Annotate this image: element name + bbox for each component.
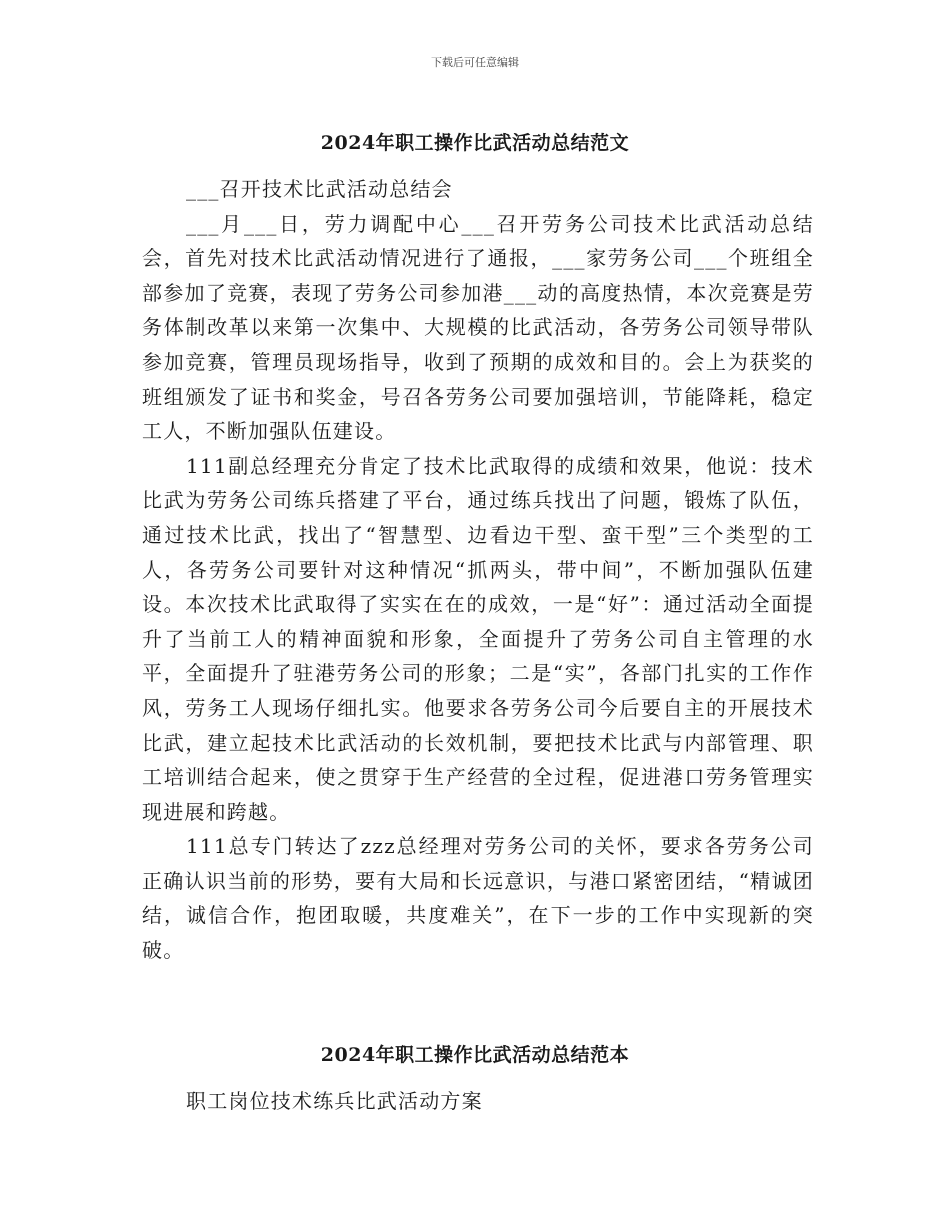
section2-body — [142, 1084, 814, 1119]
document-title: 2024年职工操作比武活动总结范文 — [320, 132, 630, 154]
paragraph-deputy-gm-remarks: 111副总经理充分肯定了技术比武取得的成绩和效果，他说：技术比武为劳务公司练兵搭建了平台，通过练兵找出了问题，锻炼了队伍，通过技术比武，找出了“智慧型、边看边干型、蛮干型”三个类型的工人，各劳务公司要针对这种情况“抓两头，带中间”，不断加强队伍建设。本次技术比武取得了实实在在的成效，一是“好”：通过活动全面提升了当前工人的精神面貌和形象，全面提升了劳务公司自主管理的水平，全面提升了驻港劳务公司的形象；二是“实”，各部门扎实的工作作风，劳务工人现场仔细扎实。他要求各劳务公司今后要自主的开展技术比武，建立起技术比武活动的长效机制，要把技术比武与内部管理、职工培训结合起来，使之贯穿于生产经营的全过程，促进港口劳务管理实现进展和跨越。 — [142, 453, 814, 824]
header-note: 下载后可任意编辑 — [431, 56, 519, 69]
paragraph-meeting-summary: ___月___日，劳力调配中心___召开劳务公司技术比武活动总结会，首先对技术比武活动情况进行了通报，___家劳务公司___个班组全部参加了竞赛，表现了劳务公司参加港___动的高度热情，本次竞赛是劳务体制改革以来第一次集中、大规模的比武活动，各劳务公司领导带队参加竞赛，管理员现场指导，收到了预期的成效和目的。会上为获奖的班组颁发了证书和奖金，号召各劳务公司要加强培训，节能降耗，稳定工人，不断加强队伍建设。 — [142, 211, 814, 444]
paragraph-training-plan: 职工岗位技术练兵比武活动方案 — [186, 1089, 483, 1113]
document-body — [142, 172, 814, 968]
section2-title: 2024年职工操作比武活动总结范本 — [320, 1044, 630, 1066]
paragraph-gm-message: 111总专门转达了zzz总经理对劳务公司的关怀，要求各劳务公司正确认识当前的形势，要有大局和长远意识，与港口紧密团结，“精诚团结，诚信合作，抱团取暖，共度难关”，在下一步的工作中实现新的突破。 — [142, 834, 814, 963]
paragraph-meeting-heading: ___召开技术比武活动总结会 — [186, 177, 453, 201]
